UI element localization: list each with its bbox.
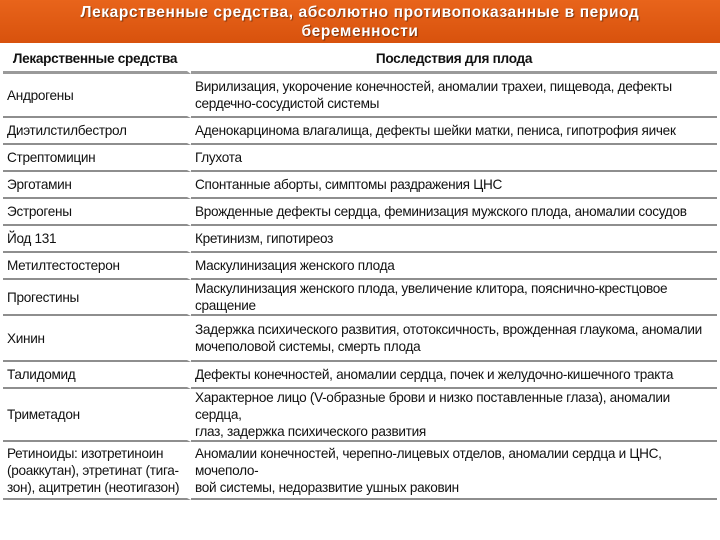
drug-cell bbox=[3, 145, 191, 172]
table-row bbox=[3, 226, 717, 253]
effect-text-line: Дефекты конечностей, аномалии сердца, почек и желудочно-кишечного тракта bbox=[195, 367, 674, 382]
effect-cell bbox=[191, 362, 717, 389]
table-row bbox=[3, 118, 717, 145]
drug-cell bbox=[3, 362, 191, 389]
table-header-row bbox=[3, 46, 717, 74]
drug-cell bbox=[3, 280, 191, 316]
drug-name-line: Диэтилстилбестрол bbox=[7, 123, 127, 138]
drug-name-line: Хинин bbox=[7, 330, 45, 346]
effect-text-line: вой системы, недоразвитие ушных раковин bbox=[195, 479, 459, 495]
effect-cell bbox=[191, 226, 717, 253]
slide-title-line-1: Лекарственные средства, абсолютно противопоказанные в период bbox=[80, 3, 640, 21]
drug-cell bbox=[3, 442, 191, 500]
drug-name-line: зон), ацитретин (неотигазон) bbox=[7, 479, 180, 495]
drug-name-line: Метилтестостерон bbox=[7, 258, 120, 273]
drug-cell bbox=[3, 172, 191, 199]
slide-title-bar bbox=[0, 0, 720, 43]
drug-name-line: Прогестины bbox=[7, 289, 80, 305]
table-row bbox=[3, 74, 717, 118]
effect-text-line: Аденокарцинома влагалища, дефекты шейки матки, пениса, гипотрофия яичек bbox=[195, 123, 676, 138]
drug-cell bbox=[3, 74, 191, 118]
effect-cell bbox=[191, 280, 717, 316]
effect-cell bbox=[191, 253, 717, 280]
header-drug: Лекарственные средства bbox=[3, 46, 191, 74]
table-row bbox=[3, 145, 717, 172]
effect-text-line: мочеполовой системы, смерть плода bbox=[195, 339, 421, 354]
table-row bbox=[3, 362, 717, 389]
effect-text-line: Маскулинизация женского плода bbox=[195, 258, 395, 273]
effect-text-line: Спонтанные аборты, симптомы раздражения ЦНС bbox=[195, 177, 502, 192]
effect-text-line: Аномалии конечностей, черепно-лицевых отделов, аномалии сердца и ЦНС, мочеполо- bbox=[195, 445, 662, 478]
table-row bbox=[3, 199, 717, 226]
drug-cell bbox=[3, 226, 191, 253]
effect-cell bbox=[191, 316, 717, 362]
effect-text-line: Врожденные дефекты сердца, феминизация мужского плода, аномалии сосудов bbox=[195, 204, 687, 219]
drug-name-line: Йод 131 bbox=[7, 231, 57, 246]
drug-name-line: Талидомид bbox=[7, 367, 76, 382]
drug-cell bbox=[3, 199, 191, 226]
drug-cell bbox=[3, 389, 191, 442]
drug-name-line: Андрогены bbox=[7, 87, 74, 103]
effect-text-line: Задержка психического развития, ототоксичность, врожденная глаукома, аномалии bbox=[195, 322, 702, 337]
drug-cell bbox=[3, 253, 191, 280]
drug-name-line: (роаккутан), этретинат (тига- bbox=[7, 462, 179, 478]
drug-name-line: Стрептомицин bbox=[7, 150, 96, 165]
slide-title-line-2: беременности bbox=[301, 22, 419, 40]
contraindicated-drugs-table bbox=[3, 46, 717, 500]
drug-name-line: Эрготамин bbox=[7, 177, 72, 192]
header-effect: Последствия для плода bbox=[191, 46, 717, 74]
table-row bbox=[3, 172, 717, 199]
table-row bbox=[3, 316, 717, 362]
effect-cell bbox=[191, 389, 717, 442]
drug-name-line: Ретиноиды: изотретиноин bbox=[7, 445, 164, 461]
effect-text-line: Глухота bbox=[195, 150, 242, 165]
effect-cell bbox=[191, 172, 717, 199]
table-row bbox=[3, 442, 717, 500]
drug-cell bbox=[3, 316, 191, 362]
effect-cell bbox=[191, 118, 717, 145]
effect-text-line: Вирилизация, укорочение конечностей, аномалии трахеи, пищевода, дефекты bbox=[195, 79, 672, 94]
effect-text-line: сердечно-сосудистой системы bbox=[195, 96, 380, 111]
effect-text-line: Характерное лицо (V-образные брови и низко поставленные глаза), аномалии сердца, bbox=[195, 390, 670, 422]
table-row bbox=[3, 389, 717, 442]
table-sheet bbox=[0, 43, 720, 540]
table-row bbox=[3, 280, 717, 316]
slide-title bbox=[81, 3, 640, 41]
effect-cell bbox=[191, 74, 717, 118]
effect-text-line: Кретинизм, гипотиреоз bbox=[195, 231, 334, 246]
effect-cell bbox=[191, 442, 717, 500]
drug-name-line: Эстрогены bbox=[7, 204, 72, 219]
effect-cell bbox=[191, 199, 717, 226]
effect-text-line: Маскулинизация женского плода, увеличение клитора, пояснично-крестцовое сращение bbox=[195, 281, 668, 313]
effect-text-line: глаз, задержка психического развития bbox=[195, 424, 426, 439]
drug-cell bbox=[3, 118, 191, 145]
table-row bbox=[3, 253, 717, 280]
effect-cell bbox=[191, 145, 717, 172]
drug-name-line: Триметадон bbox=[7, 407, 80, 422]
